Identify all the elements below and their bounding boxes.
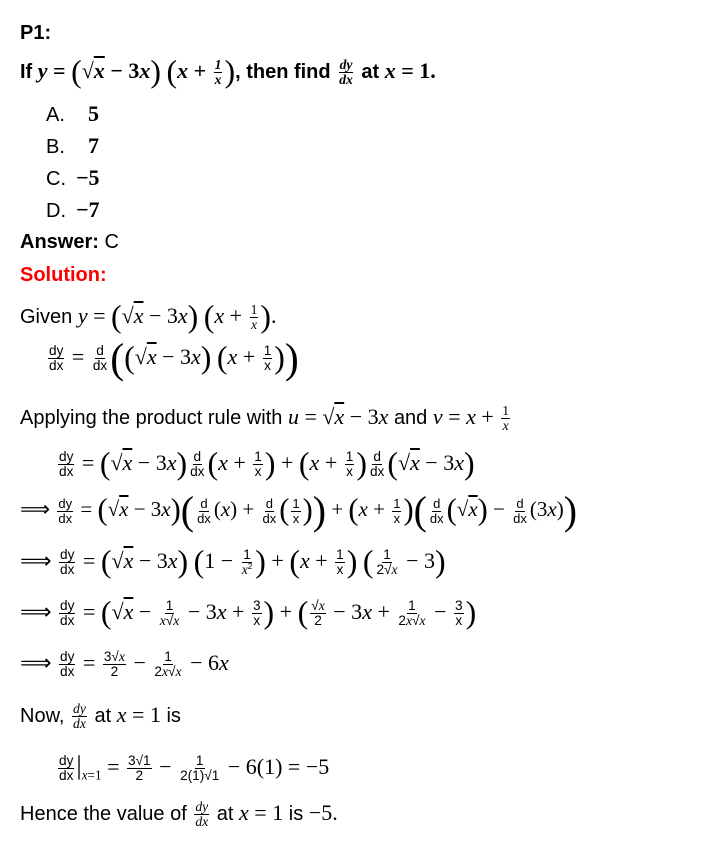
option-b-label: B. — [46, 136, 65, 158]
now-label: Now, — [20, 705, 65, 727]
conclusion-is: is — [288, 803, 304, 825]
answer-value: C — [104, 231, 119, 253]
answer-label: Answer: — [20, 231, 99, 253]
u-definition: u = √x − 3x — [287, 404, 389, 429]
given-label: Given — [20, 306, 73, 328]
option-d[interactable] — [46, 197, 100, 223]
answer-line — [20, 231, 119, 254]
conclusion-at: at — [216, 803, 234, 825]
conclusion-prefix: Hence the value of — [20, 803, 187, 825]
option-c-value: −5 — [76, 165, 100, 190]
problem-label: P1: — [20, 22, 52, 44]
option-c-label: C. — [46, 168, 66, 190]
option-a-label: A. — [46, 104, 65, 126]
derivation-step-4: ⟹ $\frac{dy}{dx}$ = (√x − $\frac{1}{x√x}$ − 3x + $\frac{3}{x}$ ) + ( $\frac{√x}{2}$ − 3x + $\frac{1}{2x√x}$ − $\frac{3}{x}$ ) — [20, 594, 477, 630]
conclusion-derivative: $\frac{dy}{dx}$ — [195, 799, 209, 830]
derivative-setup-equation: $\frac{dy}{dx}$ = $\frac{d}{dx}$ ((√x − 3x) (x + $\frac{1}{x}$ )) — [49, 336, 299, 383]
option-a-value: 5 — [88, 101, 99, 126]
option-c[interactable] — [46, 165, 100, 191]
option-b[interactable] — [46, 133, 99, 159]
product-rule-line — [20, 404, 512, 434]
now-at: at — [94, 705, 112, 727]
conclusion-line — [20, 800, 338, 830]
product-rule-and: and — [393, 407, 428, 429]
conclusion-point: x = 1 — [239, 800, 284, 825]
v-definition: v = x + $\frac{1}{x}$ — [432, 403, 510, 434]
given-line — [20, 298, 277, 334]
question-statement — [20, 53, 436, 89]
now-line — [20, 702, 181, 732]
question-prefix: If — [20, 61, 33, 83]
question-at: at — [361, 61, 380, 83]
option-b-value: 7 — [88, 133, 99, 158]
question-derivative: $\frac{dy}{dx}$ — [339, 57, 353, 88]
option-d-label: D. — [46, 200, 66, 222]
question-point: x = 1. — [384, 58, 436, 83]
given-formula: y = (√x − 3x) (x + $\frac{1}{x}$ ). — [77, 298, 277, 334]
derivation-step-5: ⟹ $\frac{dy}{dx}$ = $\frac{3√x}{2}$ − $\frac{1}{2x√x}$ − 6x — [20, 649, 229, 680]
option-a[interactable] — [46, 101, 99, 127]
derivation-step-2: ⟹ $\frac{dy}{dx}$ = (√x − 3x)( $\frac{d}{dx}$ (x) + $\frac{d}{dx}$ ( $\frac{1}{x}$ )) + (x + $\frac{1}{x}$ )( $\frac{d}{dx}$ (√x) − $\frac{d}{dx}$ (3x)) — [20, 487, 578, 533]
solution-heading: Solution: — [20, 264, 107, 286]
conclusion-value: −5. — [308, 800, 338, 825]
now-is: is — [166, 705, 181, 727]
derivation-step-1: $\frac{dy}{dx}$ = (√x − 3x) $\frac{d}{dx}$ (x + $\frac{1}{x}$ ) + (x + $\frac{1}{x}$ ) $\frac{d}{dx}$ (√x − 3x) — [59, 445, 475, 481]
option-d-value: −7 — [76, 197, 100, 222]
now-point: x = 1 — [116, 702, 161, 727]
question-middle: , then find — [235, 61, 331, 83]
now-derivative: $\frac{dy}{dx}$ — [73, 701, 86, 732]
product-rule-text: Applying the product rule with — [20, 407, 283, 429]
evaluation-equation: $\frac{dy}{dx}$ $|_{x=1}$ = $\frac{3√1}{2}$ − $\frac{1}{2(1)√1}$ − 6(1) = −5 — [59, 750, 330, 784]
question-function-formula: y = (√x − 3x) (x + $\frac{1}{x}$ ) — [37, 53, 236, 89]
derivation-step-3: ⟹ $\frac{dy}{dx}$ = (√x − 3x) (1 − $\frac{1}{x^2}$ ) + (x + $\frac{1}{x}$ ) ( $\frac{1}{2√x}$ − 3) — [20, 543, 446, 579]
